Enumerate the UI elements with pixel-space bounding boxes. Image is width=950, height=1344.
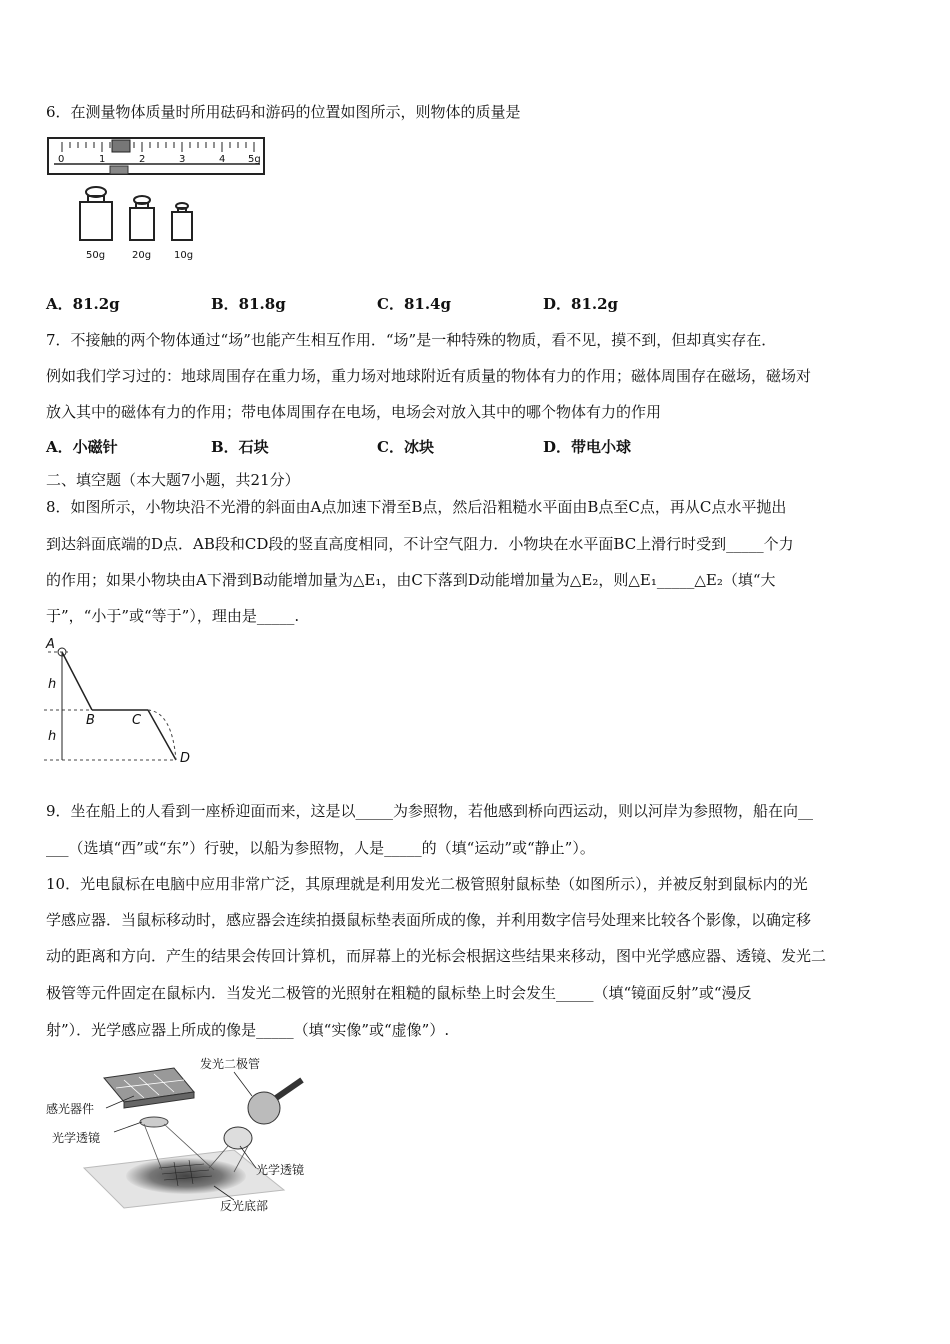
q8-line-4: 于”，“小于”或“等于”），理由是_____.: [46, 607, 300, 625]
q10-line-3: 动的距离和方向．产生的结果会传回计算机，而屏幕上的光标会根据这些结果来移动，图中光学感应器、透镜、发光二: [46, 947, 827, 965]
weights: [80, 187, 192, 240]
q7-line-2: 例如我们学习过的：地球周围存在重力场，重力场对地球附近有质量的物体有力的作用；磁体周围存在磁场，磁场对: [46, 367, 812, 385]
q9-line-1: 9．坐在船上的人看到一座桥迎面而来，这是以_____为参照物，若他感到桥向西运动，则以河岸为参照物，船在向__: [46, 802, 814, 820]
weight-label: 20g: [132, 250, 152, 261]
height-label-h-lower: h: [48, 729, 57, 744]
weight-label: 10g: [174, 250, 194, 261]
tick-label: 1: [99, 154, 106, 165]
weight-label: 50g: [86, 250, 106, 261]
label-lens-left: 光学透镜: [52, 1131, 101, 1145]
q8-slope-figure: [40, 636, 210, 772]
point-label-a: A: [46, 637, 55, 652]
q7-option-a[interactable]: A．小磁针: [46, 438, 118, 456]
rider-bottom: [110, 166, 128, 174]
q7-option-b[interactable]: B．石块: [211, 438, 269, 456]
section-2-title: 二、填空题（本大题7小题，共21分）: [46, 471, 300, 489]
q8-line-1: 8．如图所示，小物块沿不光滑的斜面由A点加速下滑至B点，然后沿粗糙水平面由B点至C点，再从C点水平抛出: [46, 498, 787, 516]
q6-stem: 6．在测量物体质量时所用砝码和游码的位置如图所示，则物体的质量是: [46, 103, 521, 121]
illuminated-spot: [126, 1158, 246, 1194]
q10-line-2: 学感应器．当鼠标移动时，感应器会连续拍摄鼠标垫表面所成的像，并利用数字信号处理来比较各个影像，以确定移: [46, 911, 812, 929]
label-sensor: 感光器件: [46, 1102, 95, 1116]
point-label-d: D: [180, 751, 191, 766]
q6-option-c[interactable]: C．81.4g: [377, 295, 451, 313]
slope-ab: [62, 652, 92, 710]
q8-line-2: 到达斜面底端的D点．AB段和CD段的竖直高度相同，不计空气阻力．小物块在水平面BC上滑行时受到_____个力: [46, 535, 794, 553]
q6-option-a[interactable]: A．81.2g: [46, 295, 120, 313]
q6-option-d[interactable]: D．81.2g: [543, 295, 619, 313]
q7-option-c[interactable]: C．冰块: [377, 438, 434, 456]
point-label-b: B: [86, 713, 95, 728]
tick-label: 2: [139, 154, 146, 165]
beam-frame: [48, 138, 264, 174]
q10-line-5: 射”）．光学感应器上所成的像是_____（填“实像”或“虚像”）.: [46, 1021, 450, 1039]
led-lens: [224, 1127, 252, 1149]
q9-line-2: ___（选填“西”或“东”）行驶，以船为参照物，人是_____的（填“运动”或“静止”）。: [46, 839, 595, 857]
q10-line-1: 10．光电鼠标在电脑中应用非常广泛，其原理就是利用发光二极管照射鼠标垫（如图所示），并被反射到鼠标内的光: [46, 875, 808, 893]
rider-slider: [112, 140, 130, 152]
beam-tick-marks: [62, 142, 254, 152]
q7-line-1: 7．不接触的两个物体通过“场”也能产生相互作用．“场”是一种特殊的物质，看不见，摸不到，但却真实存在．: [46, 331, 777, 349]
q10-line-4: 极管等元件固定在鼠标内．当发光二极管的光照射在粗糙的鼠标垫上时会发生_____（填“镜面反射”或“漫反: [46, 984, 752, 1002]
label-lens-right: 光学透镜: [256, 1163, 305, 1177]
tick-label: 5g: [248, 154, 261, 165]
q6-option-b[interactable]: B．81.8g: [211, 295, 286, 313]
point-label-c: C: [132, 713, 142, 728]
tick-label: 3: [179, 154, 186, 165]
q7-option-d[interactable]: D．带电小球: [543, 438, 632, 456]
q8-line-3: 的作用；如果小物块由A下滑到B动能增加量为△E₁，由C下落到D动能增加量为△E₂，则△E₁_____△E₂（填“大: [46, 571, 776, 589]
q7-line-3: 放入其中的磁体有力的作用；带电体周围存在电场，电场会对放入其中的哪个物体有力的作用: [46, 403, 662, 421]
tick-label: 0: [58, 154, 65, 165]
label-led: 发光二极管: [200, 1057, 261, 1071]
q10-mouse-figure: [44, 1050, 324, 1219]
led-lead: [276, 1080, 302, 1098]
q6-balance-figure: [44, 132, 274, 268]
tick-label: 4: [219, 154, 226, 165]
label-reflective-bottom: 反光底部: [220, 1199, 269, 1213]
height-label-h-upper: h: [48, 677, 57, 692]
